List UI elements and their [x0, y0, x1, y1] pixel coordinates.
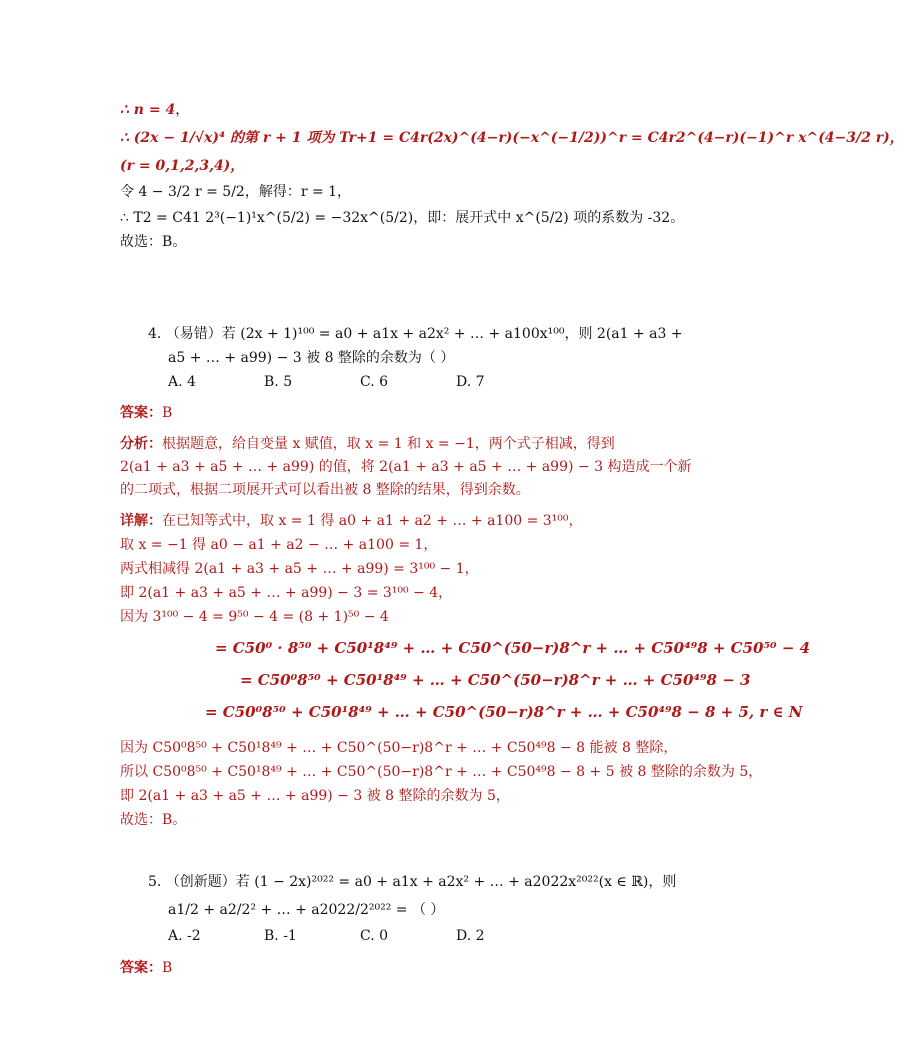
q4-analysis-1: 分析：根据题意，给自变量 x 赋值，取 x = 1 和 x = −1，两个式子相减，得到 — [120, 436, 615, 452]
q5-option-a: A. -2 — [168, 928, 201, 944]
q4-detail-3: 两式相减得 2(a1 + a3 + a5 + … + a99) = 3¹⁰⁰ − 1， — [120, 561, 479, 577]
solve-r-line: 令 4 − 3/2 r = 5/2，解得：r = 1， — [120, 184, 352, 200]
q4-expansion-3: = C50⁰8⁵⁰ + C50¹8⁴⁹ + … + C50^(50−r)8^r + … + C50⁴⁹8 − 8 + 5, r ∈ N — [205, 703, 803, 721]
general-term-formula: ∴ (2x − 1/√x)⁴ 的第 r + 1 项为 Tr+1 = C4r(2x)^(4−r)(−x^(−1/2))^r = C4r2^(4−r)(−1)^r x^(4−3/2 r)， — [120, 130, 904, 146]
q4-conclusion-2: 所以 C50⁰8⁵⁰ + C50¹8⁴⁹ + … + C50^(50−r)8^r + … + C50⁴⁹8 − 8 + 5 被 8 整除的余数为 5， — [120, 764, 763, 780]
q4-stem-line-1: 4. （易错）若 (2x + 1)¹⁰⁰ = a0 + a1x + a2x² + … + a100x¹⁰⁰，则 2(a1 + a3 + — [148, 326, 683, 342]
q5-answer: 答案：B — [120, 960, 173, 976]
choose-b-line: 故选：B。 — [120, 234, 187, 250]
q4-detail-4: 即 2(a1 + a3 + a5 + … + a99) − 3 = 3¹⁰⁰ − 4， — [120, 585, 453, 601]
q4-conclusion-1: 因为 C50⁰8⁵⁰ + C50¹8⁴⁹ + … + C50^(50−r)8^r + … + C50⁴⁹8 − 8 能被 8 整除， — [120, 740, 678, 756]
q4-detail-1: 详解：在已知等式中，取 x = 1 得 a0 + a1 + a2 + … + a100 = 3¹⁰⁰， — [120, 513, 583, 529]
n-equals-4-line: ∴ n = 4， — [120, 102, 190, 118]
q5-option-b: B. -1 — [264, 928, 297, 944]
q4-analysis-2: 2(a1 + a3 + a5 + … + a99) 的值，将 2(a1 + a3 + a5 + … + a99) − 3 构造成一个新 — [120, 459, 692, 475]
q5-options — [168, 926, 552, 946]
q4-stem-line-2: a5 + … + a99) − 3 被 8 整除的余数为（ ） — [168, 350, 455, 366]
q4-option-c: C. 6 — [360, 374, 389, 390]
q5-option-d: D. 2 — [456, 928, 485, 944]
q4-detail-5: 因为 3¹⁰⁰ − 4 = 9⁵⁰ − 4 = (8 + 1)⁵⁰ − 4 — [120, 609, 389, 625]
q4-option-a: A. 4 — [168, 374, 196, 390]
q4-option-b: B. 5 — [264, 374, 293, 390]
q4-expansion-2: = C50⁰8⁵⁰ + C50¹8⁴⁹ + … + C50^(50−r)8^r + … + C50⁴⁹8 − 3 — [240, 671, 751, 689]
q5-stem-line-1: 5. （创新题）若 (1 − 2x)²⁰²² = a0 + a1x + a2x² + … + a2022x²⁰²²(x ∈ ℝ)，则 — [148, 874, 677, 890]
r-range-line: (r = 0,1,2,3,4)， — [120, 158, 245, 174]
general-term-line — [120, 128, 904, 148]
q4-expansion-1: = C50⁰ · 8⁵⁰ + C50¹8⁴⁹ + … + C50^(50−r)8^r + … + C50⁴⁹8 + C50⁵⁰ − 4 — [215, 639, 811, 657]
q4-detail-2: 取 x = −1 得 a0 − a1 + a2 − … + a100 = 1， — [120, 537, 438, 553]
q4-answer: 答案：B — [120, 405, 173, 421]
q4-conclusion-3: 即 2(a1 + a3 + a5 + … + a99) − 3 被 8 整除的余数为 5， — [120, 788, 510, 804]
t2-coefficient-line: ∴ T2 = C41 2³(−1)¹x^(5/2) = −32x^(5/2)，即：展开式中 x^(5/2) 项的系数为 -32。 — [120, 210, 685, 226]
q4-conclusion-4: 故选：B。 — [120, 812, 187, 828]
q4-analysis-3: 的二项式，根据二项展开式可以看出被 8 整除的结果，得到余数。 — [120, 482, 530, 498]
q4-option-d: D. 7 — [456, 374, 485, 390]
q5-stem-line-2: a1/2 + a2/2² + … + a2022/2²⁰²² = （ ） — [168, 902, 445, 918]
q4-options — [168, 372, 552, 392]
q5-option-c: C. 0 — [360, 928, 389, 944]
